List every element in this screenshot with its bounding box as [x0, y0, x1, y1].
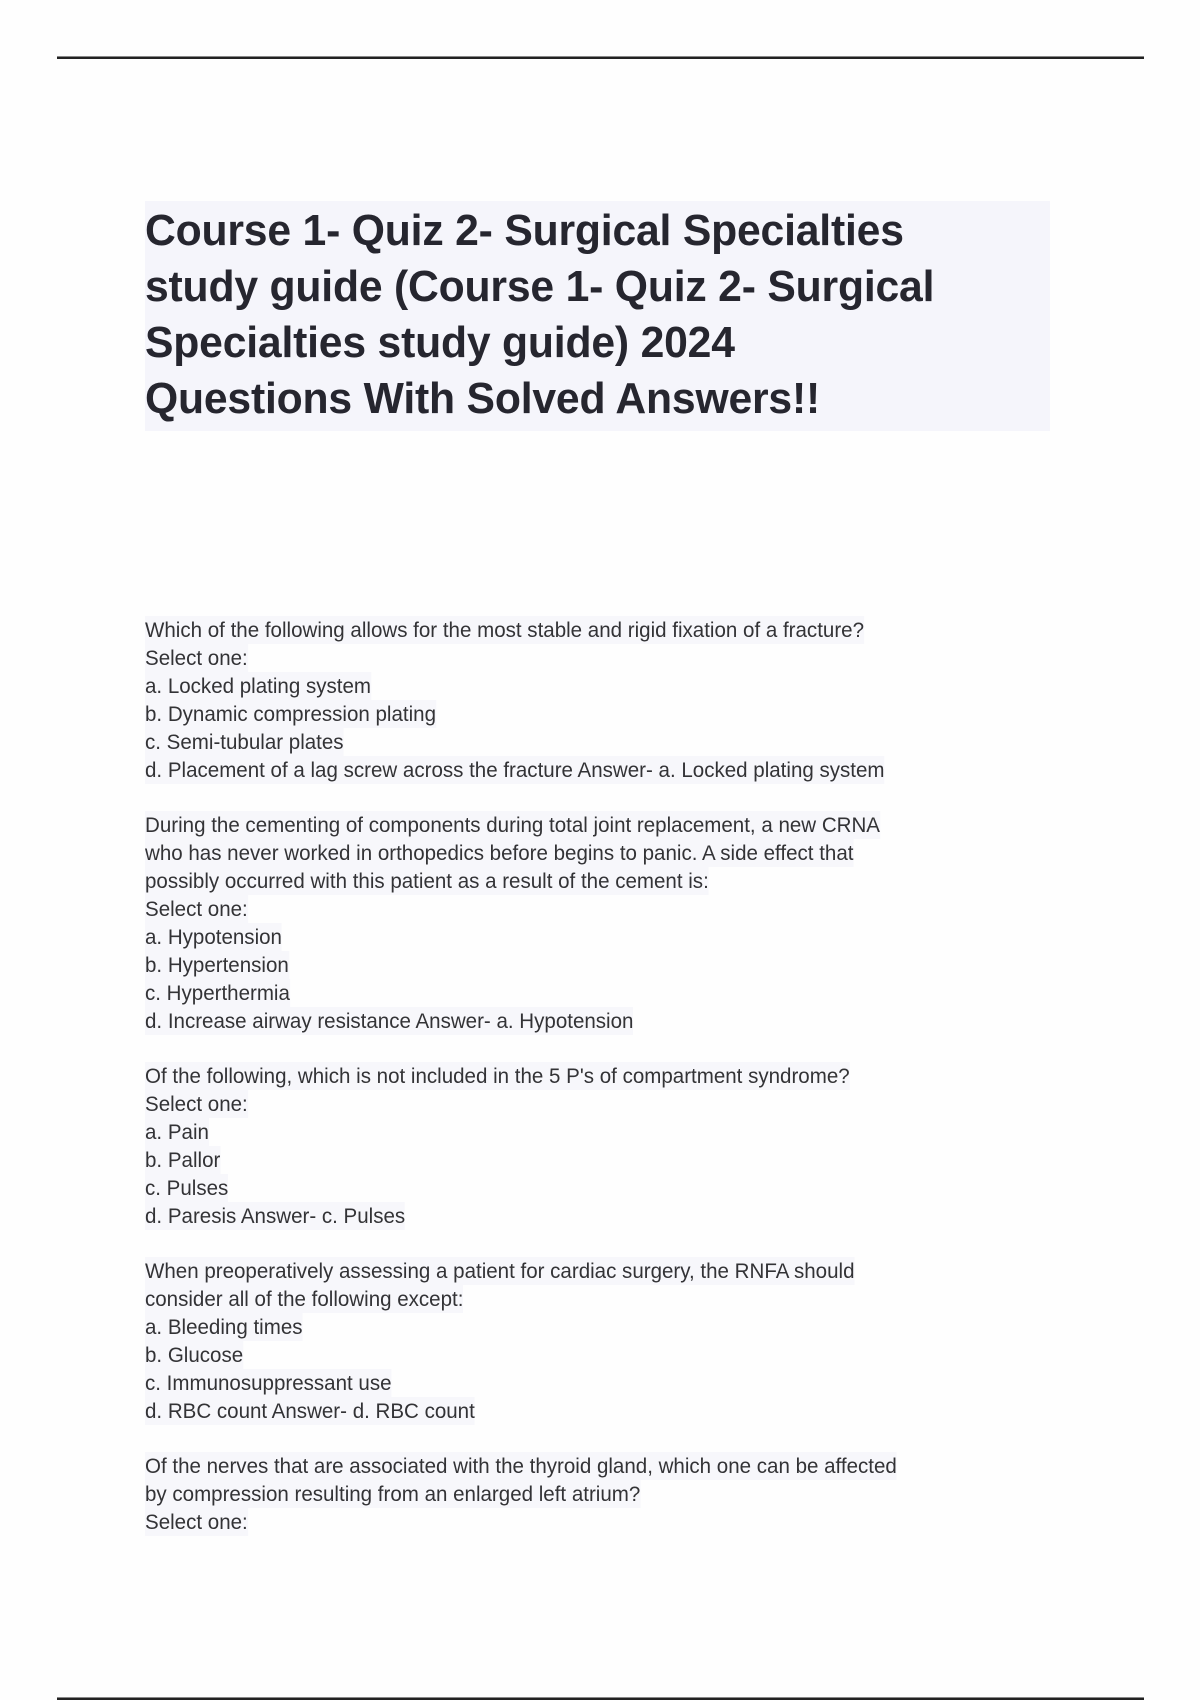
option-c: c. Pulses: [145, 1176, 229, 1200]
question-block: [145, 1452, 1075, 1536]
question-block: [145, 1062, 1075, 1230]
option-a: a. Hypotension: [145, 925, 282, 949]
question-text: Of the nerves that are associated with the thyroid gland, which one can be affected: [145, 1454, 897, 1478]
option-d-with-answer: d. RBC count Answer- d. RBC count: [145, 1399, 475, 1423]
document-title: [145, 203, 1023, 427]
select-prompt: Select one:: [145, 1092, 248, 1116]
header-rule: [57, 56, 1144, 59]
title-line: Questions With Solved Answers!!: [145, 374, 820, 423]
question-list: [145, 616, 1075, 1563]
option-b: b. Pallor: [145, 1148, 221, 1172]
question-text: consider all of the following except:: [145, 1287, 464, 1311]
title-line: Specialties study guide) 2024: [145, 318, 735, 367]
option-b: b. Hypertension: [145, 953, 289, 977]
option-c: c. Hyperthermia: [145, 981, 290, 1005]
select-prompt: Select one:: [145, 897, 248, 921]
question-block: [145, 616, 1075, 784]
question-block: [145, 1257, 1075, 1425]
option-a: a. Pain: [145, 1120, 209, 1144]
option-c: c. Semi-tubular plates: [145, 730, 344, 754]
option-b: b. Glucose: [145, 1343, 244, 1367]
select-prompt: Select one:: [145, 1510, 248, 1534]
option-d-with-answer: d. Paresis Answer- c. Pulses: [145, 1204, 406, 1228]
question-text: During the cementing of components during total joint replacement, a new CRNA: [145, 813, 881, 837]
question-text: by compression resulting from an enlarged left atrium?: [145, 1482, 641, 1506]
question-text: who has never worked in orthopedics before begins to panic. A side effect that: [145, 841, 854, 865]
title-line: study guide (Course 1- Quiz 2- Surgical: [145, 262, 935, 311]
question-block: [145, 811, 1075, 1035]
title-block: [145, 201, 1050, 431]
option-a: a. Locked plating system: [145, 674, 371, 698]
title-line: Course 1- Quiz 2- Surgical Specialties: [145, 206, 904, 255]
option-d-with-answer: d. Placement of a lag screw across the fracture Answer- a. Locked plating system: [145, 758, 885, 782]
option-d-with-answer: d. Increase airway resistance Answer- a. Hypotension: [145, 1009, 634, 1033]
question-text: When preoperatively assessing a patient for cardiac surgery, the RNFA should: [145, 1259, 855, 1283]
option-b: b. Dynamic compression plating: [145, 702, 437, 726]
option-c: c. Immunosuppressant use: [145, 1371, 392, 1395]
option-a: a. Bleeding times: [145, 1315, 303, 1339]
select-prompt: Select one:: [145, 646, 248, 670]
question-text: Of the following, which is not included in the 5 P's of compartment syndrome?: [145, 1064, 850, 1088]
question-text: Which of the following allows for the most stable and rigid fixation of a fracture?: [145, 618, 865, 642]
question-text: possibly occurred with this patient as a result of the cement is:: [145, 869, 709, 893]
